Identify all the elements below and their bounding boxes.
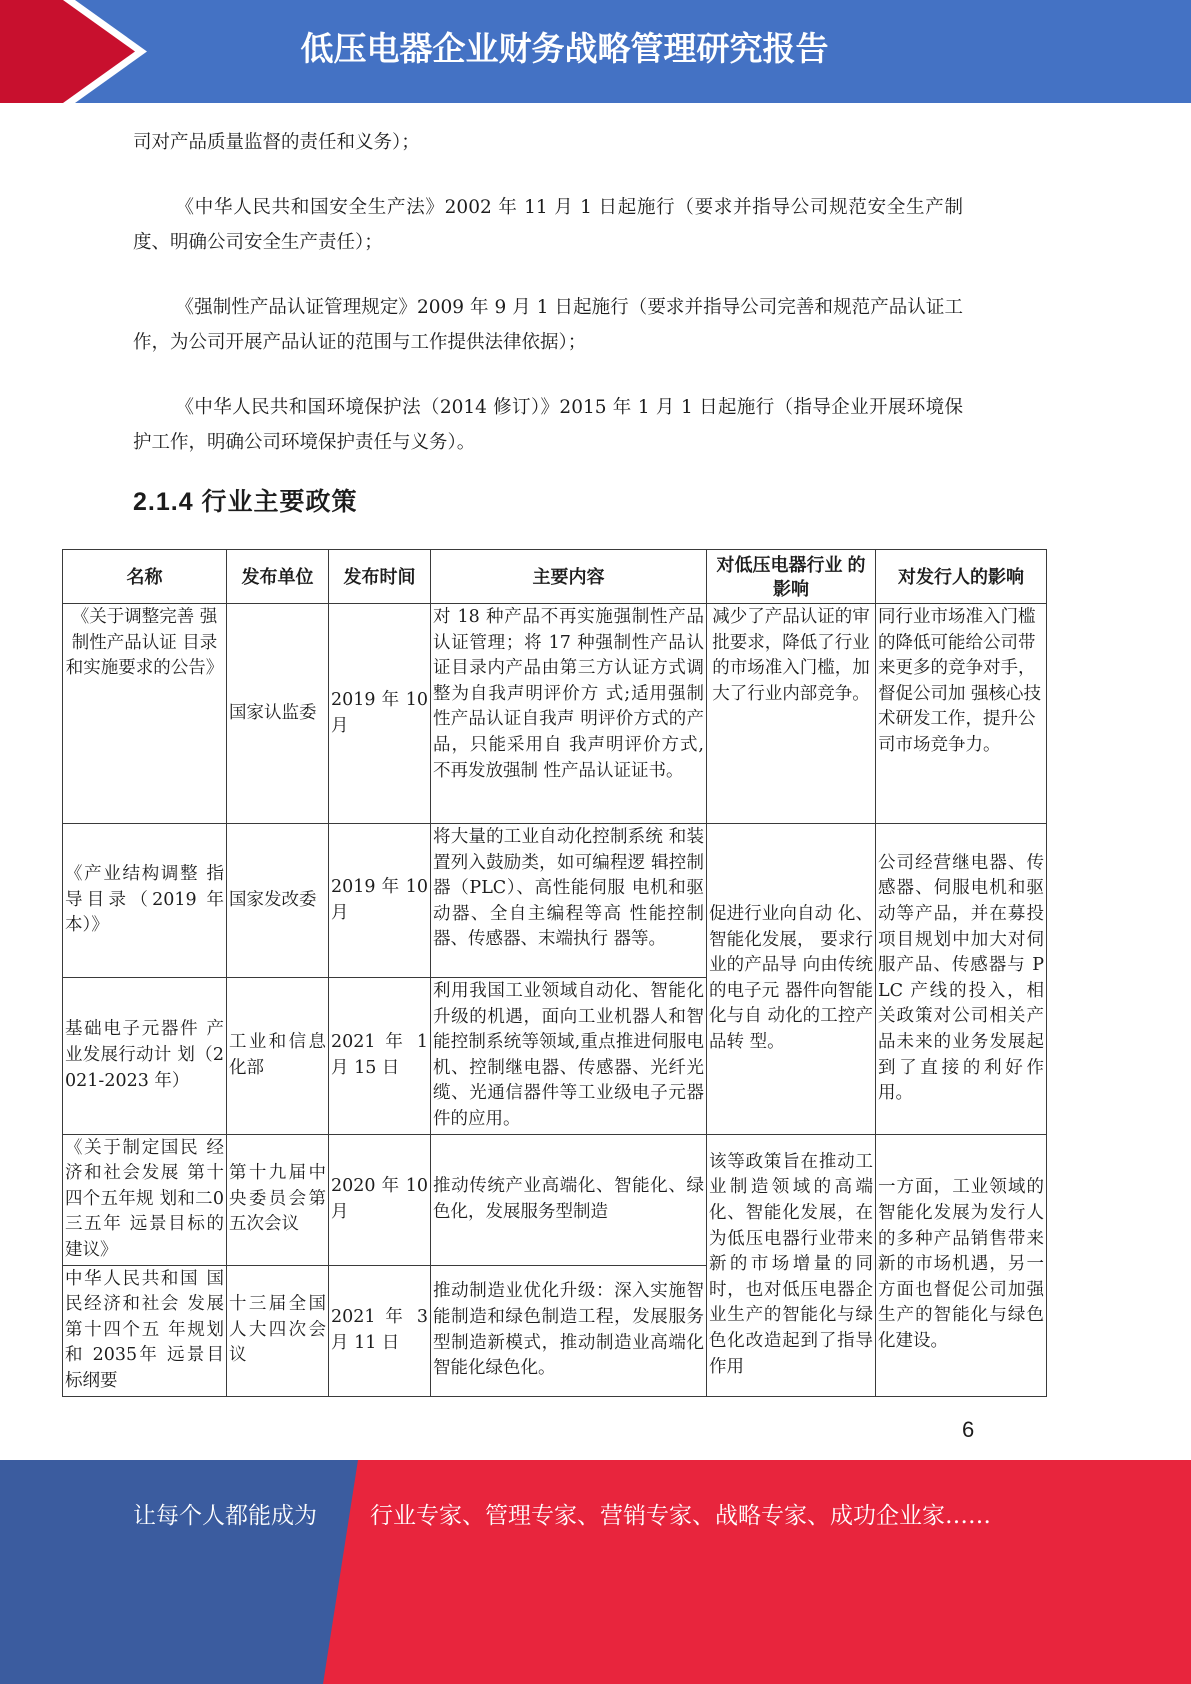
cell-date: 2021 年 1 月 15 日 xyxy=(329,978,431,1135)
cell-date: 2019 年 10 月 xyxy=(329,824,431,978)
cell-industry-impact: 促进行业向自动 化、智能化发展， 要求行业的产品导 向由传统的电子元 器件向智能化与自 动化的工控产品转 型。 xyxy=(707,824,876,1135)
table-header-row xyxy=(63,550,1047,604)
table-header-content: 主要内容 xyxy=(431,550,707,604)
cell-publisher: 国家发改委 xyxy=(227,824,329,978)
table-row xyxy=(63,604,1047,824)
cell-issuer-impact: 同行业市场准入门槛的降低可能给公司带来更多的竞争对手，督促公司加 强核心技术研发工作，提升公司市场竞争力。 xyxy=(876,604,1047,824)
cell-publisher: 十三届全国人大四次会议 xyxy=(227,1265,329,1396)
footer-slogan-roles: 行业专家、管理专家、营销专家、战略专家、成功企业家…… xyxy=(370,1503,991,1529)
cell-industry-impact: 减少了产品认证的审批要求，降低了行业的市场准入门槛，加大了行业内部竞争。 xyxy=(707,604,876,824)
table-header-name: 名称 xyxy=(63,550,227,604)
cell-publisher: 工业和信息化部 xyxy=(227,978,329,1135)
cell-date: 2021 年 3 月 11 日 xyxy=(329,1265,431,1396)
section-heading: 2.1.4 行业主要政策 xyxy=(133,488,358,516)
cell-name: 《产业结构调整 指导目录（2019 年本）》 xyxy=(63,824,227,978)
cell-name: 基础电子元器件 产业发展行动计 划（2021-2023 年） xyxy=(63,978,227,1135)
cell-publisher: 第十九届中央委员会第五次会议 xyxy=(227,1134,329,1265)
cell-date: 2019 年 10 月 xyxy=(329,604,431,824)
table-header-date: 发布时间 xyxy=(329,550,431,604)
body-paragraph: 《中华人民共和国环境保护法（2014 修订）》2015 年 1 月 1 日起施行（指导企业开展环境保护工作，明确公司环境保护责任与义务）。 xyxy=(133,397,963,453)
footer-background xyxy=(0,1460,1191,1684)
body-paragraph: 《中华人民共和国安全生产法》2002 年 11 月 1 日起施行（要求并指导公司规范安全生产制度、明确公司安全生产责任）； xyxy=(133,197,963,253)
body-paragraph: 司对产品质量监督的责任和义务）； xyxy=(133,132,420,153)
cell-name: 《关于制定国民 经济和社会发展 第十四个五年规 划和二0三五年 远景目标的建议》 xyxy=(63,1134,227,1265)
policy-table xyxy=(62,549,1047,1397)
cell-content: 推动传统产业高端化、智能化、绿色化，发展服务型制造 xyxy=(431,1134,707,1265)
cell-industry-impact: 该等政策旨在推动工业制造领域的高端化、智能化发展，在为低压电器行业带来新的市场增量的同时，也对低压电器企业生产的智能化与绿色化改造起到了指导作用 xyxy=(707,1134,876,1396)
table-row xyxy=(63,1134,1047,1265)
cell-issuer-impact: 一方面，工业领域的智能化发展为发行人的多种产品销售带来新的市场机遇，另一方面也督促公司加强生产的智能化与绿色化建设。 xyxy=(876,1134,1047,1396)
footer-slogan-lead: 让每个人都能成为 xyxy=(133,1503,317,1529)
cell-content: 推动制造业优化升级：深入实施智能制造和绿色制造工程，发展服务型制造新模式，推动制造业高端化智能化绿色化。 xyxy=(431,1265,707,1396)
table-header-publisher: 发布单位 xyxy=(227,550,329,604)
table-row xyxy=(63,824,1047,978)
cell-content: 将大量的工业自动化控制系统 和装置列入鼓励类，如可编程逻 辑控制器（PLC）、高性能伺服 电机和驱动器、全自主编程等高 性能控制器、传感器、末端执行 器等。 xyxy=(431,824,707,978)
footer-banner xyxy=(0,1460,1191,1684)
cell-content: 利用我国工业领域自动化、智能化升级的机遇，面向工业机器人和智能控制系统等领域,重点推进伺服电机、控制继电器、传感器、光纤光缆、光通信器件等工业级电子元器件的应用。 xyxy=(431,978,707,1135)
body-paragraph: 《强制性产品认证管理规定》2009 年 9 月 1 日起施行（要求并指导公司完善和规范产品认证工作，为公司开展产品认证的范围与工作提供法律依据）； xyxy=(133,297,963,353)
cell-content: 对 18 种产品不再实施强制性产品认证管理；将 17 种强制性产品认证目录内产品由第三方认证方式调整为自我声明评价方 式;适用强制性产品认证自我声 明评价方式的产品，只能采用自 我声明评价方式,不再发放强制 性产品认证证书。 xyxy=(431,604,707,824)
report-title: 低压电器企业财务战略管理研究报告 xyxy=(300,30,829,67)
cell-issuer-impact: 公司经营继电器、传感器、伺服电机和驱动等产品，并在募投项目规划中加大对伺服产品、传感器与 PLC 产线的投入，相关政策对公司相关产品未来的业务发展起到了直接的利好作 用。 xyxy=(876,824,1047,1135)
cell-name: 《关于调整完善 强制性产品认证 目录和实施要求的公告》 xyxy=(63,604,227,824)
cell-name: 中华人民共和国 国民经济和社会 发展第十四个五 年规划和 2035年 远景目标纲要 xyxy=(63,1265,227,1396)
body-text xyxy=(133,125,963,490)
table-header-issuer-impact: 对发行人的影响 xyxy=(876,550,1047,604)
page-number: 6 xyxy=(962,1417,975,1442)
table-header-industry-impact: 对低压电器行业 的影响 xyxy=(707,550,876,604)
cell-date: 2020 年 10 月 xyxy=(329,1134,431,1265)
report-header xyxy=(0,0,1191,103)
cell-publisher: 国家认监委 xyxy=(227,604,329,824)
